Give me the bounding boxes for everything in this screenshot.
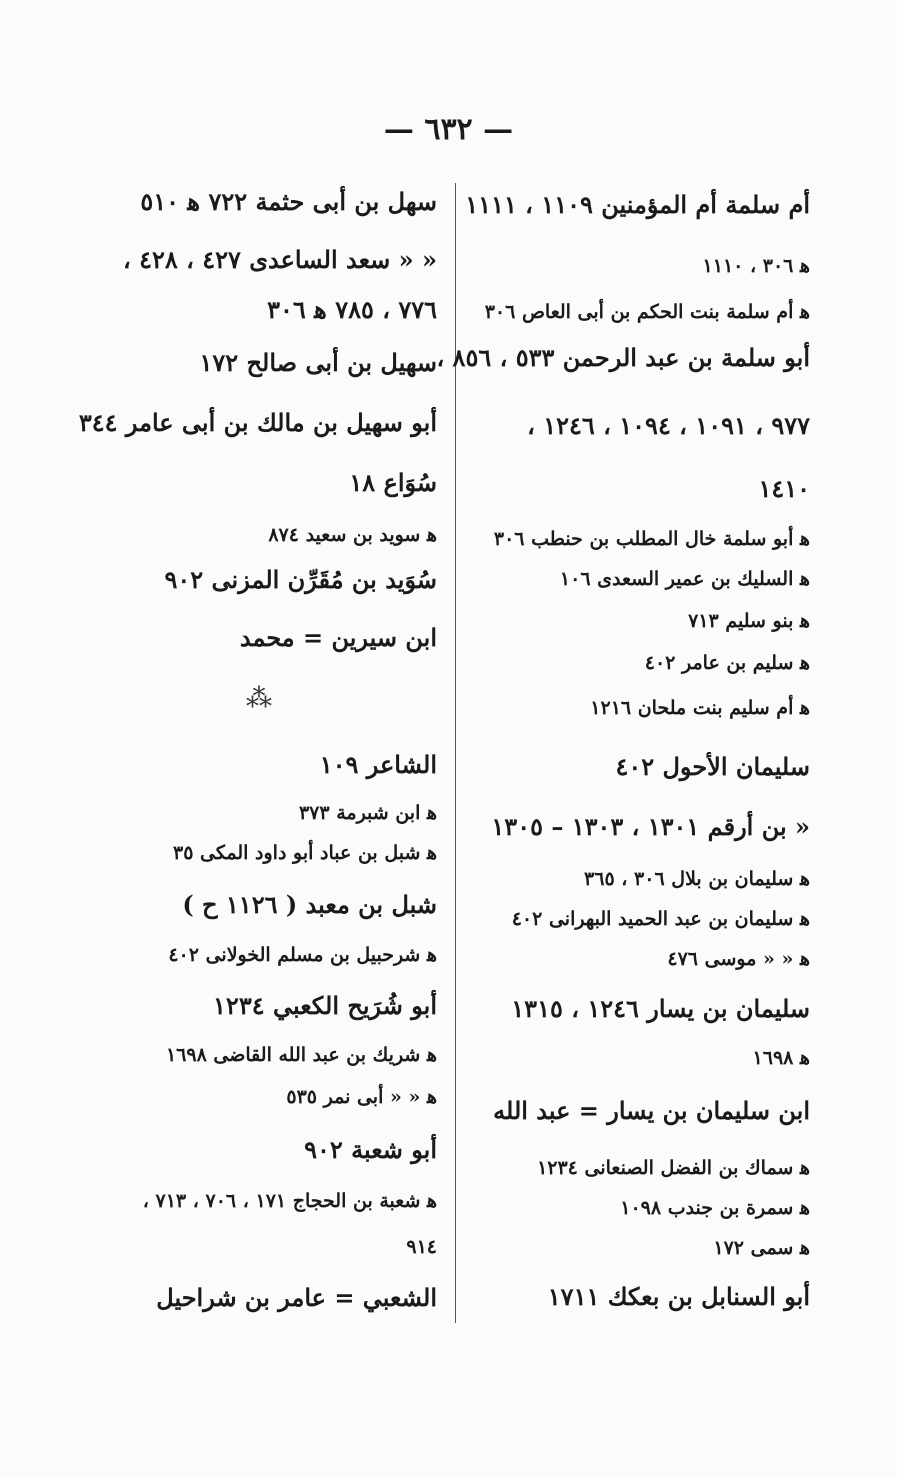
index-entry: ﻫ شريك بن عبد الله القاضى ١٦٩٨ (165, 1044, 437, 1066)
index-entry: أبو شعبة ٩٠٢ (304, 1135, 437, 1164)
index-entry: ﻫ ١٦٩٨ (752, 1047, 810, 1069)
index-entry: ﻫ شبل بن عباد أبو داود المكى ٣٥ (173, 842, 437, 864)
page-number: — ٦٣٢ — (383, 112, 514, 147)
index-entry: ﻫ « « أبى نمر ٥٣٥ (286, 1086, 437, 1108)
index-entry: ﻫ أم سلمة بنت الحكم بن أبى العاص ٣٠٦ (484, 301, 810, 323)
index-entry: ﻫ أبو سلمة خال المطلب بن حنطب ٣٠٦ (493, 528, 810, 550)
index-entry: ﻫ شرحبيل بن مسلم الخولانى ٤٠٢ (168, 944, 437, 966)
index-entry: سليمان الأحول ٤٠٢ (615, 752, 810, 781)
index-entry: ﻫ سليمان بن بلال ٣٠٦ ، ٣٦٥ (584, 868, 810, 890)
index-entry: « « سعد الساعدى ٤٢٧ ، ٤٢٨ ، (122, 245, 437, 274)
index-entry: أبو شُرَيح الكعبي ١٢٣٤ (213, 991, 437, 1020)
index-entry: ﻫ ٣٠٦ ، ١١١٠ (702, 255, 810, 277)
index-entry: ٩١٤ (406, 1236, 437, 1258)
index-entry: سهل بن أبى حثمة ٧٢٢ ﻫ ٥١٠ (140, 187, 437, 216)
index-entry: ابن سيرين = محمد (239, 623, 437, 652)
index-entry: شبل بن معبد ( ١١٢٦ ح ) (182, 890, 437, 919)
index-entry: ﻫ سماك بن الفضل الصنعانى ١٢٣٤ (537, 1157, 810, 1179)
index-entry: ٧٧٦ ، ٧٨٥ ﻫ ٣٠٦ (267, 295, 437, 324)
index-entry: ﻫ ابن شبرمة ٣٧٣ (298, 802, 437, 824)
section-ornament: ⁂ (246, 684, 272, 714)
index-entry: أبو السنابل بن بعكك ١٧١١ (547, 1282, 810, 1311)
index-entry: ٩٧٧ ، ١٠٩١ ، ١٠٩٤ ، ١٢٤٦ ، (527, 411, 810, 440)
index-entry: ﻫ سمى ١٧٢ (713, 1237, 810, 1259)
index-entry: سُوَيد بن مُقَرِّن المزنى ٩٠٢ (164, 565, 437, 594)
index-entry: الشعبي = عامر بن شراحيل (156, 1283, 437, 1312)
index-entry: الشاعر ١٠٩ (319, 750, 437, 779)
index-entry: ﻫ السليك بن عمير السعدى ١٠٦ (559, 568, 810, 590)
index-entry: أبو سلمة بن عبد الرحمن ٥٣٣ ، ٨٥٦ ، (436, 343, 810, 372)
index-entry: ﻫ سويد بن سعيد ٨٧٤ (268, 524, 437, 546)
index-entry: ﻫ سليم بن عامر ٤٠٢ (644, 652, 810, 674)
index-entry: سليمان بن يسار ١٢٤٦ ، ١٣١٥ (511, 994, 810, 1023)
index-entry: ﻫ شعبة بن الحجاج ١٧١ ، ٧٠٦ ، ٧١٣ ، (142, 1190, 437, 1212)
index-entry: ﻫ سليمان بن عبد الحميد البهرانى ٤٠٢ (511, 908, 810, 930)
index-entry: ﻫ أم سليم بنت ملحان ١٢١٦ (590, 697, 810, 719)
index-entry: ابن سليمان بن يسار = عبد الله (493, 1096, 810, 1125)
index-entry: ﻫ « « موسى ٤٧٦ (667, 948, 810, 970)
index-entry: سُوَاع ١٨ (349, 468, 437, 497)
index-entry: سهيل بن أبى صالح ١٧٢ (199, 348, 437, 377)
index-entry: « بن أرقم ١٣٠١ ، ١٣٠٣ – ١٣٠٥ (491, 812, 810, 841)
index-entry: أبو سهيل بن مالك بن أبى عامر ٣٤٤ (78, 408, 437, 437)
index-entry: ١٤١٠ (758, 474, 810, 503)
index-entry: أم سلمة أم المؤمنين ١١٠٩ ، ١١١١ (465, 190, 810, 219)
index-entry: ﻫ سمرة بن جندب ١٠٩٨ (620, 1197, 810, 1219)
index-entry: ﻫ بنو سليم ٧١٣ (688, 610, 810, 632)
